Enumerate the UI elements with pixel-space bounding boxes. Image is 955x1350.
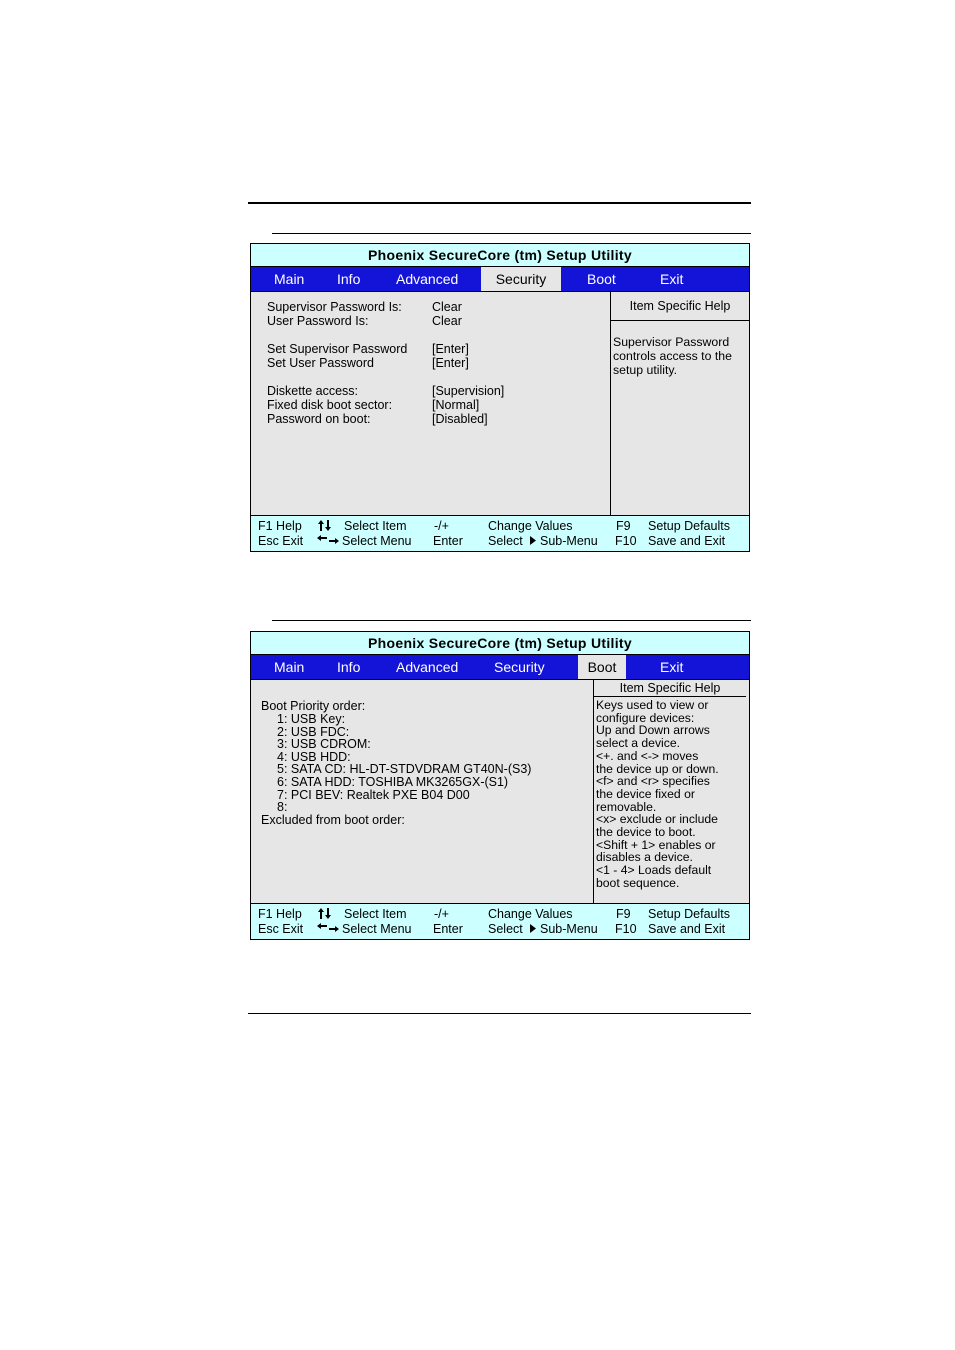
setup-defaults-label: Setup Defaults	[648, 519, 730, 533]
change-values-label: Change Values	[488, 907, 573, 921]
help-text	[594, 697, 749, 890]
f1-help-key: F1 Help	[258, 907, 302, 921]
fixed-disk-boot-sector-value[interactable]: [Normal]	[432, 398, 480, 412]
supervisor-password-value: Clear	[432, 300, 462, 314]
select-label: Select	[488, 534, 523, 548]
f9-key: F9	[616, 519, 631, 533]
change-values-label: Change Values	[488, 519, 573, 533]
page-footer-rule	[248, 1013, 751, 1014]
section-rule-1	[272, 233, 751, 234]
settings-panel	[251, 292, 749, 516]
minus-plus-key: -/+	[434, 907, 449, 921]
set-supervisor-password-label[interactable]: Set Supervisor Password	[267, 342, 408, 356]
set-supervisor-password-value[interactable]: [Enter]	[432, 342, 469, 356]
help-line: disables a device.	[596, 850, 693, 865]
menu-bar	[251, 655, 749, 680]
page-header-rule	[248, 202, 751, 204]
help-line: removable.	[596, 799, 657, 814]
left-right-arrows-icon	[317, 535, 339, 545]
set-user-password-value[interactable]: [Enter]	[432, 356, 469, 370]
boot-device-4[interactable]: 4: USB HDD:	[277, 749, 351, 764]
up-down-arrows-icon	[318, 908, 332, 920]
tab-advanced[interactable]: Advanced	[396, 659, 459, 675]
tab-boot[interactable]: Boot	[578, 655, 626, 679]
password-on-boot-label[interactable]: Password on boot:	[267, 412, 371, 426]
fixed-disk-boot-sector-label[interactable]: Fixed disk boot sector:	[267, 398, 393, 412]
help-line: the device to boot.	[596, 825, 696, 840]
help-line: <+. and <-> moves	[596, 748, 699, 763]
select-item-label: Select Item	[344, 519, 407, 533]
setup-defaults-label: Setup Defaults	[648, 907, 730, 921]
status-bar	[251, 904, 749, 939]
f10-key: F10	[615, 534, 637, 548]
boot-device-1[interactable]: 1: USB Key:	[277, 712, 346, 726]
save-and-exit-label: Save and Exit	[648, 534, 726, 548]
help-title: Item Specific Help	[594, 680, 746, 697]
help-line: <x> exclude or include	[596, 812, 718, 827]
tab-info[interactable]: Info	[337, 271, 361, 287]
select-menu-label: Select Menu	[342, 922, 412, 936]
tab-main[interactable]: Main	[274, 271, 305, 287]
diskette-access-label[interactable]: Diskette access:	[267, 384, 359, 398]
boot-device-5[interactable]: 5: SATA CD: HL-DT-STDVDRAM GT40N-(S3)	[277, 762, 532, 777]
tab-info[interactable]: Info	[337, 659, 361, 675]
help-line: Supervisor Password	[613, 335, 730, 349]
boot-device-8[interactable]: 8:	[277, 800, 288, 815]
help-line: Up and Down arrows	[596, 723, 710, 738]
help-line: Keys used to view or	[596, 698, 709, 712]
boot-device-2[interactable]: 2: USB FDC:	[277, 724, 350, 739]
help-line: controls access to the	[613, 349, 732, 363]
tab-advanced[interactable]: Advanced	[396, 271, 459, 287]
boot-order-panel	[251, 680, 749, 904]
help-line: select a device.	[596, 736, 681, 751]
help-line: the device up or down.	[596, 761, 719, 776]
help-line: configure devices:	[596, 710, 695, 725]
left-right-arrows-icon	[317, 923, 339, 933]
window-title: Phoenix SecureCore (tm) Setup Utility	[251, 244, 749, 267]
boot-device-3[interactable]: 3: USB CDROM:	[277, 737, 371, 752]
help-text	[611, 321, 749, 377]
right-triangle-icon	[530, 924, 536, 933]
tab-exit[interactable]: Exit	[660, 271, 684, 287]
bios-window-boot	[250, 631, 750, 940]
select-item-label: Select Item	[344, 907, 407, 921]
esc-exit-key: Esc Exit	[258, 922, 304, 936]
item-specific-help-panel	[593, 680, 749, 903]
boot-device-7[interactable]: 7: PCI BEV: Realtek PXE B04 D00	[277, 787, 470, 802]
menu-bar	[251, 267, 749, 292]
esc-exit-key: Esc Exit	[258, 534, 304, 548]
select-label: Select	[488, 922, 523, 936]
tab-exit[interactable]: Exit	[660, 659, 684, 675]
sub-menu-label: Sub-Menu	[540, 534, 598, 548]
tab-main[interactable]: Main	[274, 659, 305, 675]
help-line: the device fixed or	[596, 786, 695, 801]
right-triangle-icon	[530, 536, 536, 545]
tab-security[interactable]: Security	[481, 267, 561, 291]
f1-help-key: F1 Help	[258, 519, 302, 533]
status-bar	[251, 516, 749, 551]
window-title: Phoenix SecureCore (tm) Setup Utility	[251, 632, 749, 655]
sub-menu-label: Sub-Menu	[540, 922, 598, 936]
help-line: boot sequence.	[596, 875, 680, 890]
f9-key: F9	[616, 907, 631, 921]
tab-security[interactable]: Security	[494, 659, 545, 675]
section-rule-2	[272, 620, 751, 621]
help-title: Item Specific Help	[611, 292, 749, 321]
help-line: <Shift + 1> enables or	[596, 837, 716, 852]
supervisor-password-label: Supervisor Password Is:	[267, 300, 402, 314]
bios-window-security	[250, 243, 750, 552]
excluded-heading: Excluded from boot order:	[261, 812, 405, 827]
help-line: <f> and <r> specifies	[596, 774, 710, 789]
user-password-value: Clear	[432, 314, 462, 328]
enter-key: Enter	[433, 922, 463, 936]
tab-boot[interactable]: Boot	[587, 271, 616, 287]
minus-plus-key: -/+	[434, 519, 449, 533]
help-line: <1 - 4> Loads default	[596, 863, 712, 878]
password-on-boot-value[interactable]: [Disabled]	[432, 412, 488, 426]
diskette-access-value[interactable]: [Supervision]	[432, 384, 505, 398]
save-and-exit-label: Save and Exit	[648, 922, 726, 936]
boot-priority-heading: Boot Priority order:	[261, 699, 366, 713]
help-line: setup utility.	[613, 363, 678, 377]
enter-key: Enter	[433, 534, 463, 548]
user-password-label: User Password Is:	[267, 314, 369, 328]
up-down-arrows-icon	[318, 520, 332, 532]
select-menu-label: Select Menu	[342, 534, 412, 548]
boot-device-6[interactable]: 6: SATA HDD: TOSHIBA MK3265GX-(S1)	[277, 775, 509, 789]
item-specific-help-panel	[610, 292, 749, 515]
set-user-password-label[interactable]: Set User Password	[267, 356, 374, 370]
f10-key: F10	[615, 922, 637, 936]
